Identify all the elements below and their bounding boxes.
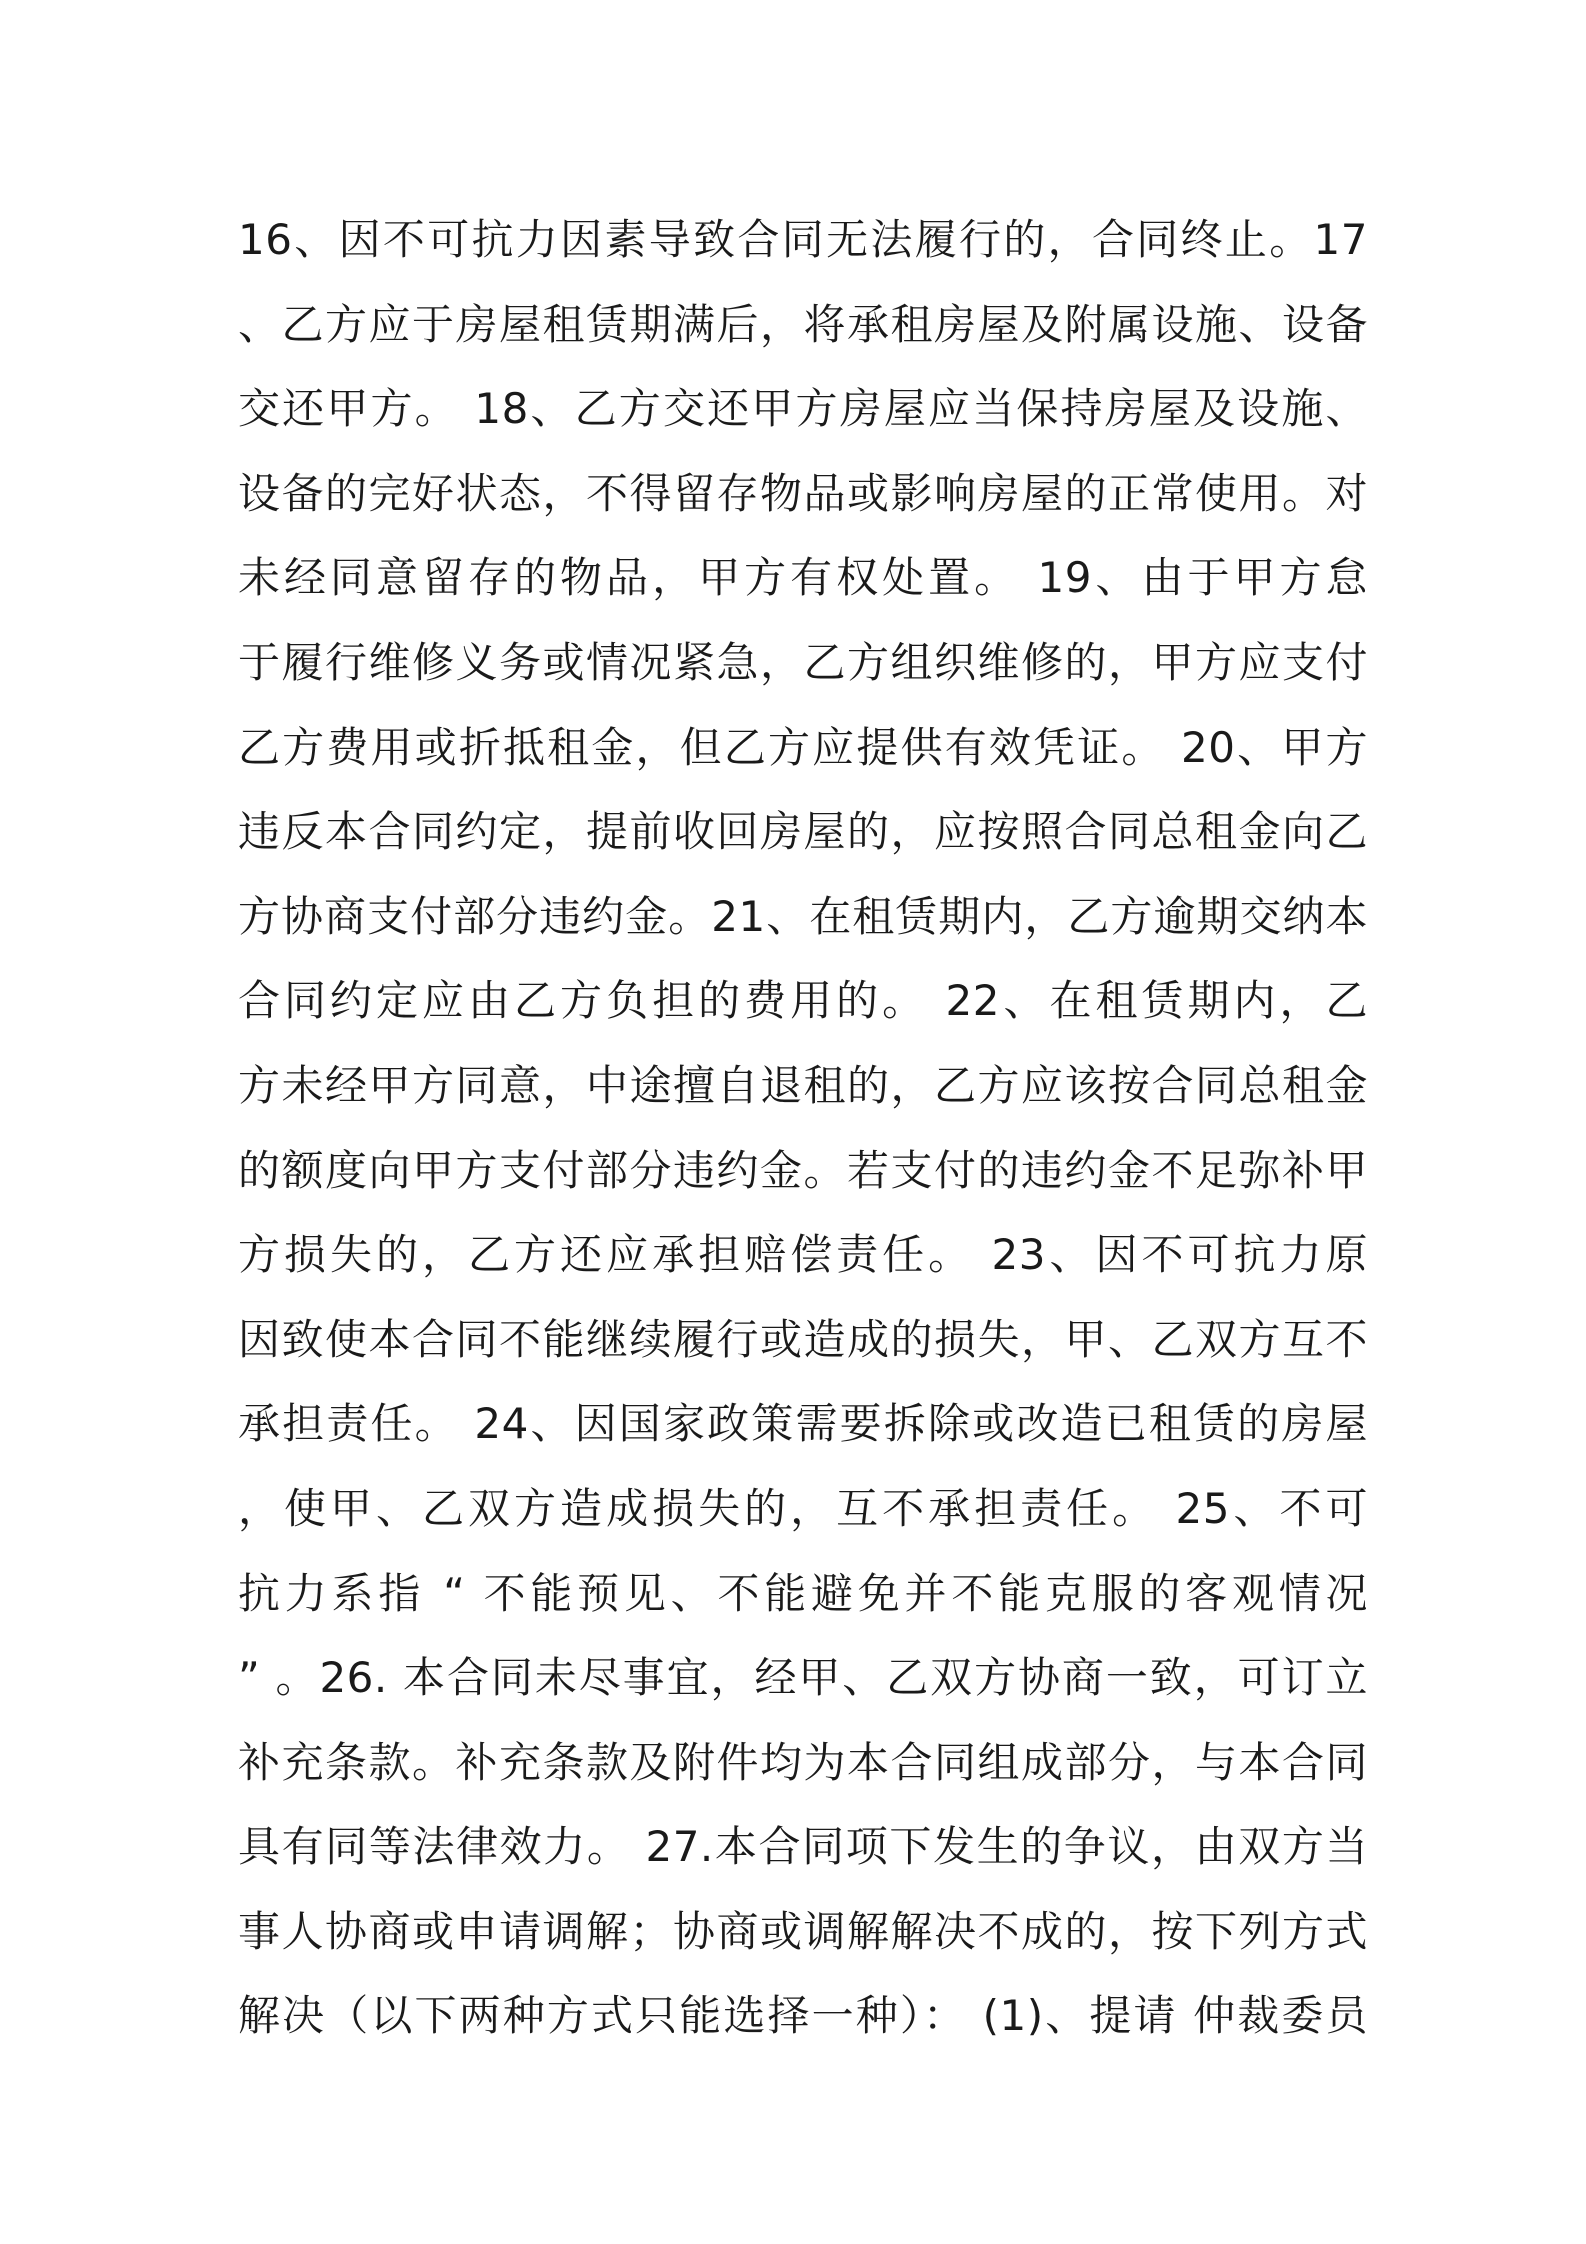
- text-line: 合同约定应由乙方负担的费用的。 22、在租赁期内，乙: [238, 976, 1368, 1026]
- text-line: 补充条款。补充条款及附件均为本合同组成部分，与本合同: [238, 1737, 1368, 1787]
- text-line: 于履行维修义务或情况紧急，乙方组织维修的，甲方应支付: [238, 637, 1368, 687]
- text-line: 事人协商或申请调解；协商或调解解决不成的，按下列方式: [238, 1906, 1368, 1956]
- text-line: 设备的完好状态，不得留存物品或影响房屋的正常使用。对: [238, 468, 1368, 518]
- text-line: 、乙方应于房屋租赁期满后，将承租房屋及附属设施、设备: [238, 299, 1368, 349]
- text-line: 的额度向甲方支付部分违约金。若支付的违约金不足弥补甲: [238, 1145, 1368, 1195]
- text-line: 抗力系指 “ 不能预见、不能避免并不能克服的客观情况: [238, 1568, 1368, 1618]
- contract-text-body: [238, 198, 1368, 2059]
- text-line: 违反本合同约定，提前收回房屋的，应按照合同总租金向乙: [238, 807, 1368, 857]
- text-line: 未经同意留存的物品，甲方有权处置。 19、由于甲方怠: [238, 553, 1368, 603]
- text-line: 解决（以下两种方式只能选择一种）： (1)、提请 仲裁委员: [238, 1991, 1368, 2041]
- text-line: ” 。26. 本合同未尽事宜，经甲、乙双方协商一致，可订立: [238, 1653, 1368, 1703]
- text-line: 方协商支付部分违约金。21、在租赁期内，乙方逾期交纳本: [238, 891, 1368, 941]
- text-line: 方损失的，乙方还应承担赔偿责任。 23、因不可抗力原: [238, 1230, 1368, 1280]
- text-line: ，使甲、乙双方造成损失的，互不承担责任。 25、不可: [238, 1483, 1368, 1533]
- text-line: 方未经甲方同意，中途擅自退租的，乙方应该按合同总租金: [238, 1060, 1368, 1110]
- text-line: 承担责任。 24、因国家政策需要拆除或改造已租赁的房屋: [238, 1399, 1368, 1449]
- text-line: 交还甲方。 18、乙方交还甲方房屋应当保持房屋及设施、: [238, 384, 1368, 434]
- text-line: 16、因不可抗力因素导致合同无法履行的，合同终止。17: [238, 215, 1368, 264]
- text-line: 具有同等法律效力。 27.本合同项下发生的争议，由双方当: [238, 1822, 1368, 1872]
- text-line: 因致使本合同不能继续履行或造成的损失，甲、乙双方互不: [238, 1314, 1368, 1364]
- text-line: 乙方费用或折抵租金，但乙方应提供有效凭证。 20、甲方: [238, 722, 1368, 772]
